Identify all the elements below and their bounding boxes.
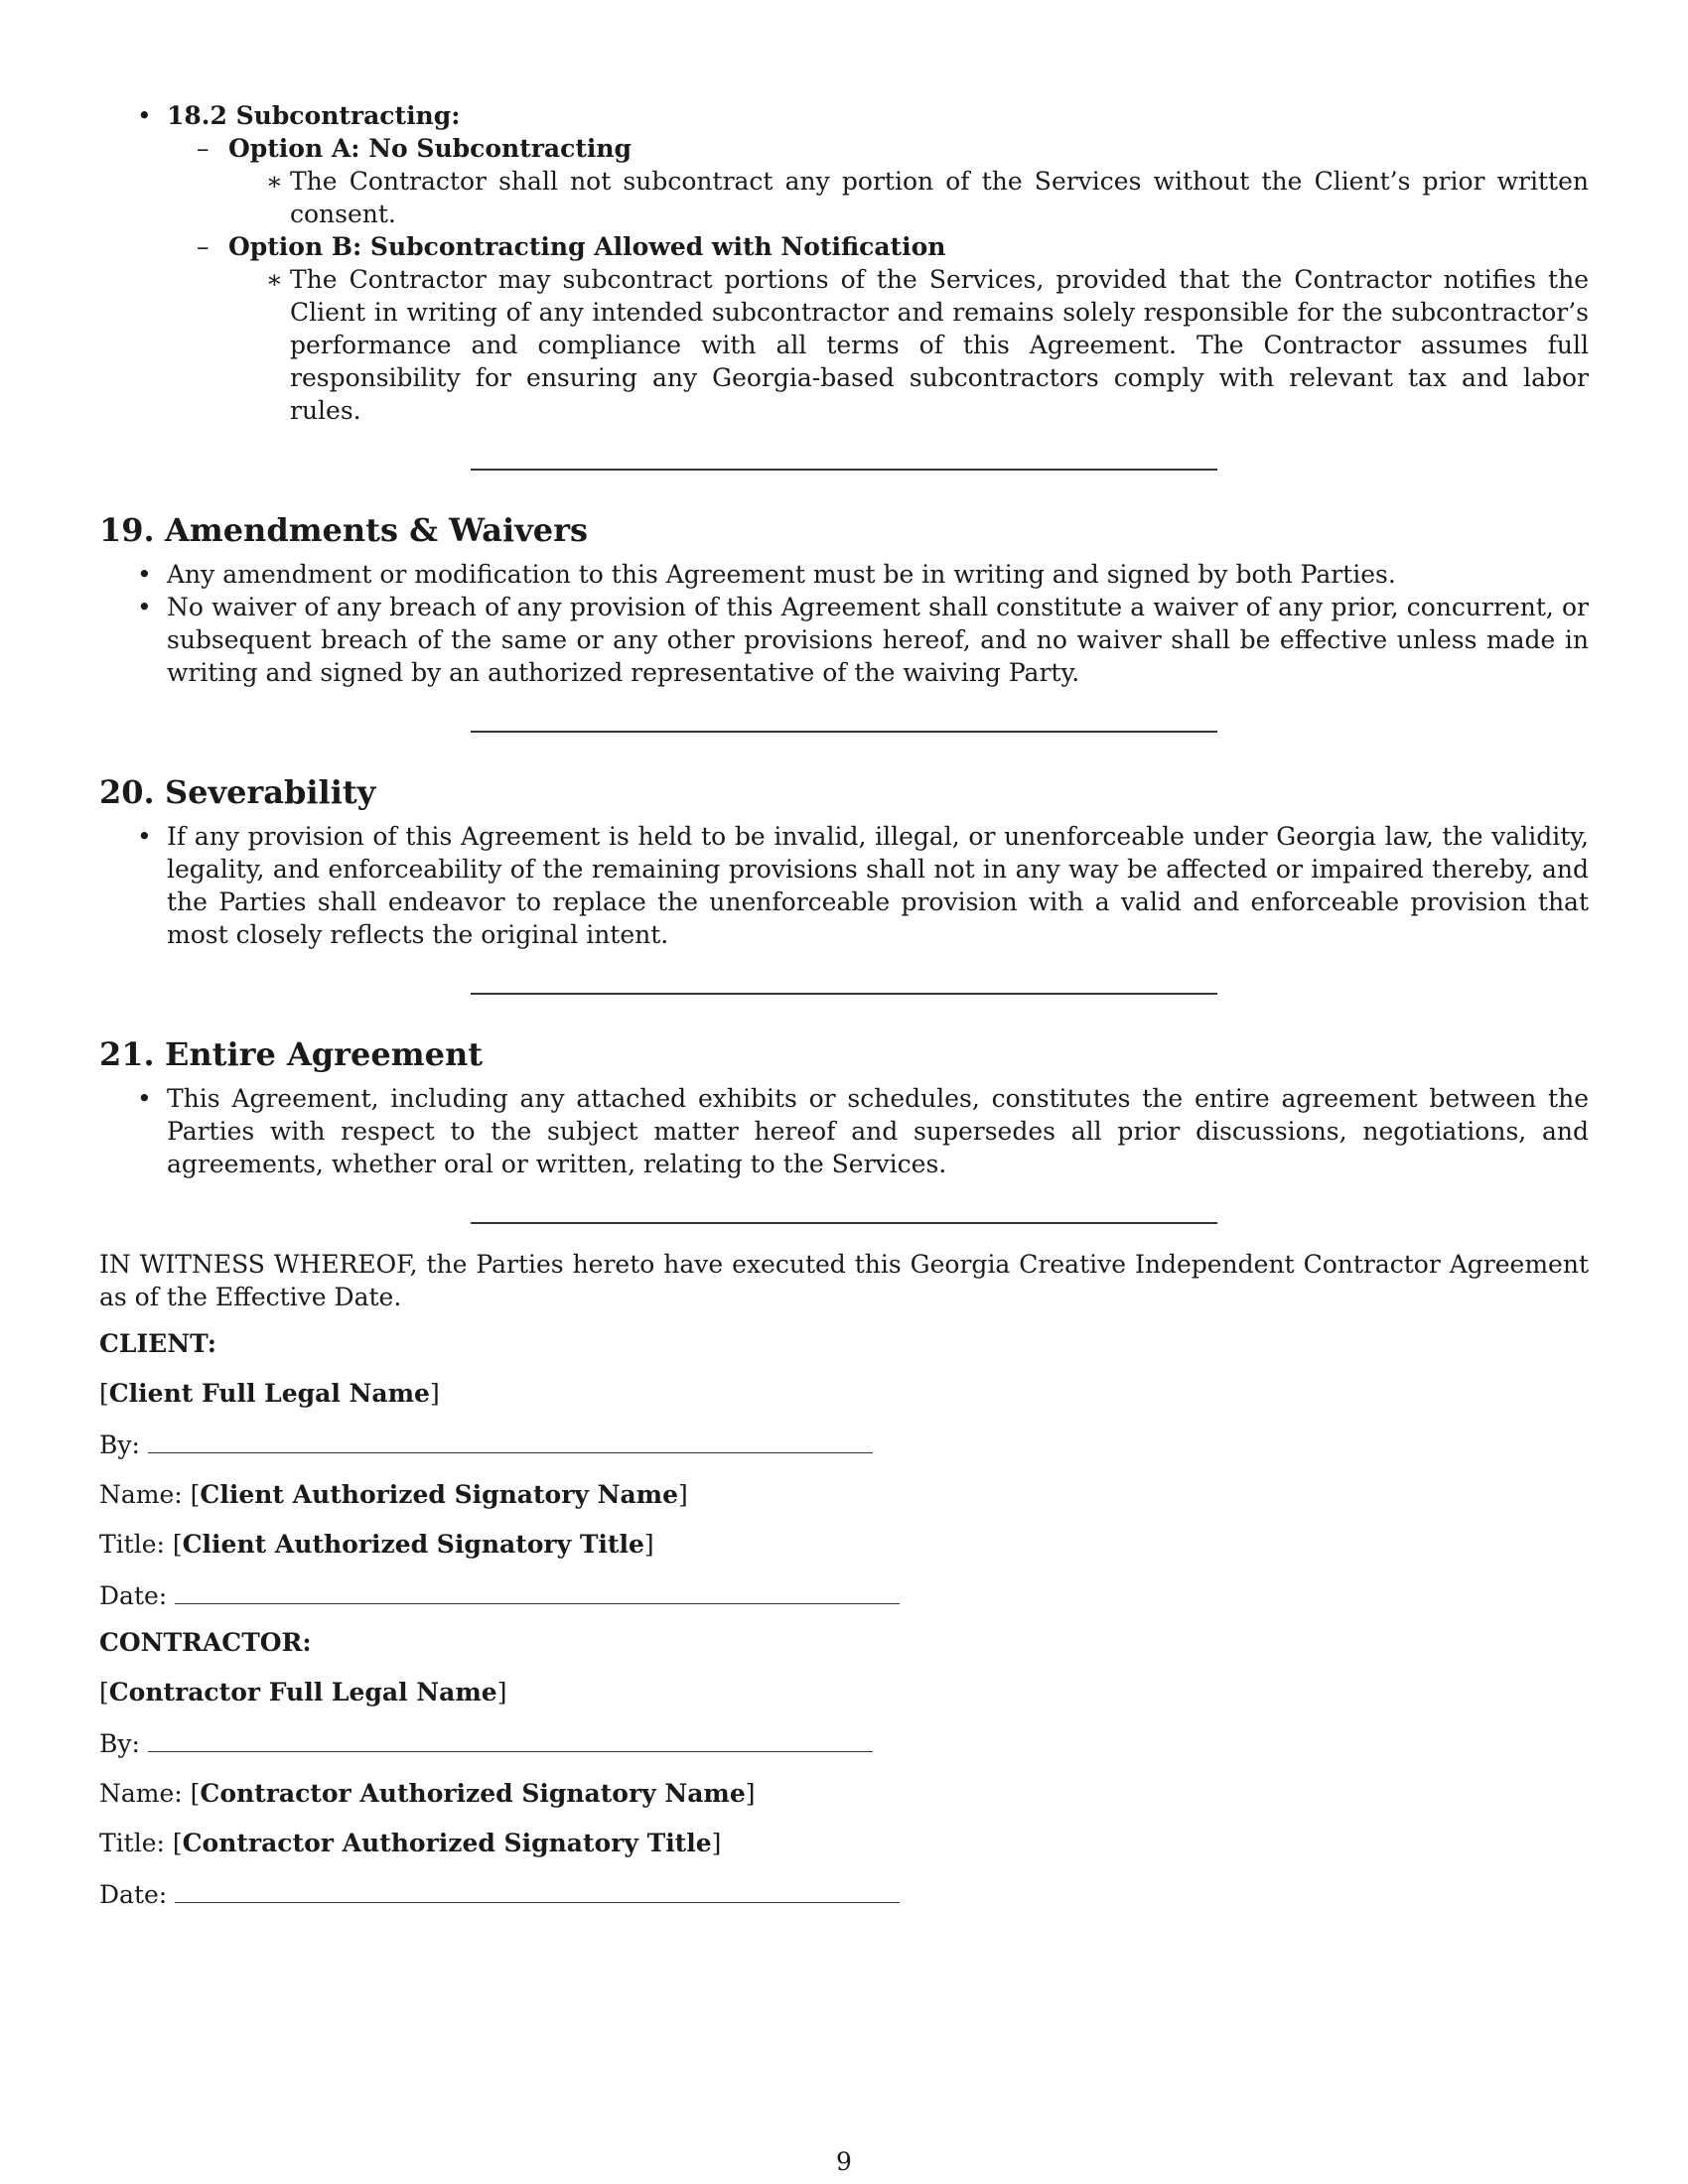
client-heading: CLIENT: xyxy=(99,1329,217,1358)
asterisk-icon: ∗ xyxy=(266,167,283,196)
section-18-2 xyxy=(99,99,1589,427)
option-b xyxy=(167,230,1589,427)
witness-statement: IN WITNESS WHEREOF, the Parties hereto have executed this Georgia Creative Independent Contractor Agreement as of the Effective Date. xyxy=(99,1250,1589,1311)
list-item: • Any amendment or modification to this Agreement must be in writing and signed by both Parties. xyxy=(137,560,1396,589)
client-date-field[interactable] xyxy=(175,1577,900,1604)
page-number: 9 xyxy=(836,2147,852,2176)
section-19-title: Amendments & Waivers xyxy=(165,511,589,549)
client-by-line: By: xyxy=(99,1427,1589,1461)
list-item: • No waiver of any breach of any provision of this Agreement shall constitute a waiver of any prior, concurrent, or subsequent breach of the same or any other provisions hereof, and no waiver shall be effective unless made in writing and signed by an authorized representative of the waiving Party. xyxy=(137,593,1589,687)
client-date-line: Date: xyxy=(99,1577,1589,1612)
client-name-line: Name: [Client Authorized Signatory Name] xyxy=(99,1480,688,1509)
asterisk-icon: ∗ xyxy=(266,265,283,294)
subsection-heading: 18.2 Subcontracting: xyxy=(167,101,461,130)
option-a-text: The Contractor shall not subcontract any portion of the Services without the Client’s prior written consent. xyxy=(290,167,1589,228)
contractor-legal-name: [Contractor Full Legal Name] xyxy=(99,1678,507,1706)
client-title-line: Title: [Client Authorized Signatory Title] xyxy=(99,1530,654,1559)
contractor-signatory-title: Contractor Authorized Signatory Title xyxy=(182,1829,712,1857)
section-21-title: Entire Agreement xyxy=(165,1035,483,1073)
client-signature-block xyxy=(99,1327,1589,1612)
contractor-signatory-name: Contractor Authorized Signatory Name xyxy=(200,1779,746,1808)
section-20-list xyxy=(99,820,1589,951)
document-page xyxy=(99,99,1589,1911)
contractor-heading: CONTRACTOR: xyxy=(99,1628,312,1657)
client-legal-name: [Client Full Legal Name] xyxy=(99,1379,440,1408)
client-signature-field[interactable] xyxy=(148,1427,873,1453)
list-item: • This Agreement, including any attached exhibits or schedules, constitutes the entire agreement between the Parties with respect to the subject matter hereof and supersedes all prior discussions, negotiations, and agreements, whether oral or written, relating to the Services. xyxy=(137,1084,1589,1178)
option-a xyxy=(167,132,1589,230)
section-21-heading: 21. Entire Agreement xyxy=(99,1035,483,1073)
bullet-icon: • xyxy=(137,593,152,621)
option-a-item xyxy=(228,165,1589,230)
bullet-icon: • xyxy=(137,560,152,589)
contractor-by-line: By: xyxy=(99,1725,1589,1760)
section-19-heading: 19. Amendments & Waivers xyxy=(99,511,589,549)
section-divider xyxy=(471,993,1217,995)
contractor-signature-field[interactable] xyxy=(148,1725,873,1752)
option-b-text: The Contractor may subcontract portions of the Services, provided that the Contractor notifies the Client in writing of any intended subcontractor and remains solely responsible for the subcontractor’s performance and compliance with all terms of this Agreement. The Contractor assumes full responsibility for ensuring any Georgia-based subcontractors comply with relevant tax and labor rules. xyxy=(290,265,1589,425)
contractor-title-line: Title: [Contractor Authorized Signatory Title] xyxy=(99,1829,722,1857)
section-19-list xyxy=(99,558,1589,689)
section-divider xyxy=(471,469,1217,471)
section-21-list xyxy=(99,1082,1589,1180)
bullet-icon: • xyxy=(137,101,152,130)
option-b-title: Option B: Subcontracting Allowed with Notification xyxy=(228,232,946,261)
contractor-name-line: Name: [Contractor Authorized Signatory Name] xyxy=(99,1779,756,1808)
bullet-icon: • xyxy=(137,822,152,851)
contractor-signature-block xyxy=(99,1626,1589,1911)
bullet-icon: • xyxy=(137,1084,152,1113)
client-signatory-title: Client Authorized Signatory Title xyxy=(182,1530,644,1559)
section-20-title: Severability xyxy=(165,773,376,811)
dash-icon: – xyxy=(197,134,210,163)
section-20-heading: 20. Severability xyxy=(99,773,376,811)
contractor-date-line: Date: xyxy=(99,1876,1589,1911)
dash-icon: – xyxy=(197,232,210,261)
list-item: • If any provision of this Agreement is held to be invalid, illegal, or unenforceable under Georgia law, the validity, legality, and enforceability of the remaining provisions shall not in any way be affected or impaired thereby, and the Parties shall endeavor to replace the unenforceable provision with a valid and enforceable provision that most closely reflects the original intent. xyxy=(137,822,1589,949)
client-signatory-name: Client Authorized Signatory Name xyxy=(200,1480,679,1509)
list-item xyxy=(99,99,1589,427)
section-divider xyxy=(471,1222,1217,1224)
section-divider xyxy=(471,731,1217,733)
option-b-item xyxy=(228,263,1589,427)
option-a-title: Option A: No Subcontracting xyxy=(228,134,633,163)
contractor-date-field[interactable] xyxy=(175,1876,900,1903)
